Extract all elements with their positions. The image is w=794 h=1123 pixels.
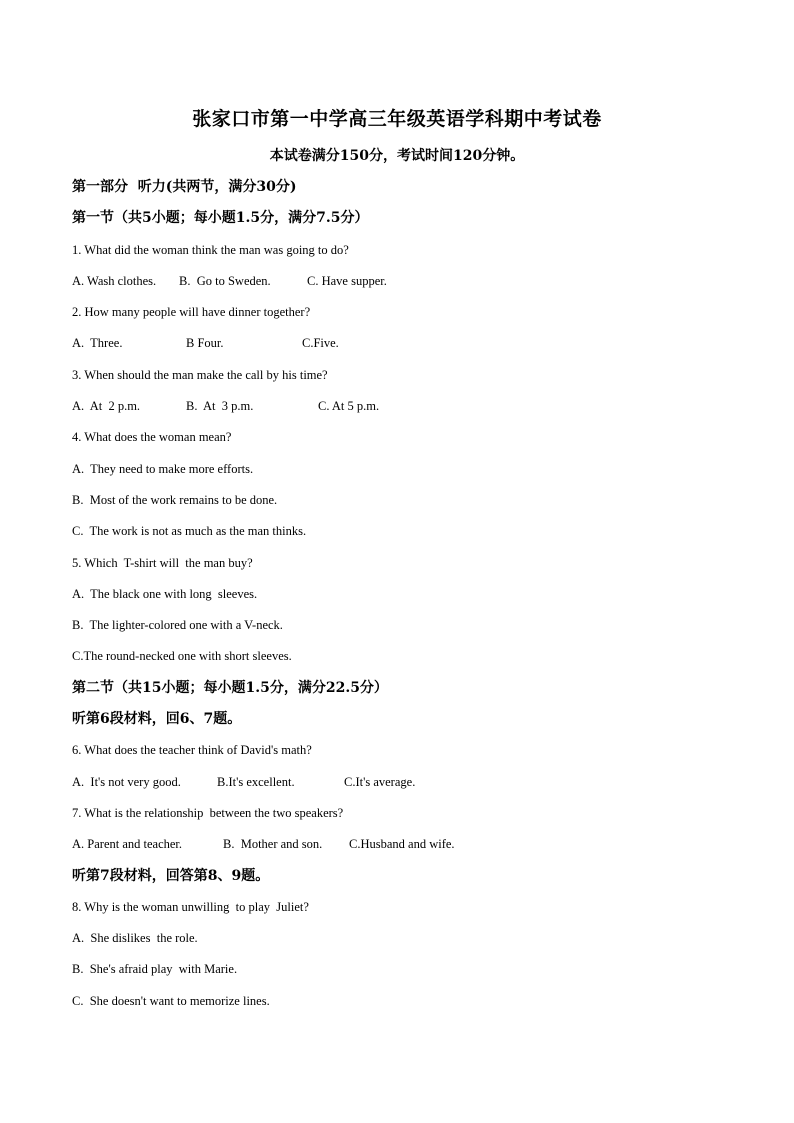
- part-heading: 第一部分 听力(共两节，满分30分): [72, 179, 297, 195]
- question-text: 3. When should the man make the call by his time?: [72, 367, 328, 382]
- question-text: 5. Which T-shirt will the man buy?: [72, 555, 253, 570]
- option-a: A. They need to make more efforts.: [72, 461, 254, 476]
- question-text: 8. Why is the woman unwilling to play Juliet?: [72, 899, 309, 914]
- exam-content: [72, 172, 732, 1017]
- section-heading: 第一节（共5小题；每小题1.5分，满分7.5分）: [72, 210, 369, 227]
- option-b: B. Most of the work remains to be done.: [72, 492, 278, 507]
- option-b: B. Mother and son.: [223, 837, 323, 852]
- option-row: [72, 328, 732, 359]
- option-c: C.Husband and wife.: [349, 837, 455, 852]
- option-c: C.The round-necked one with short sleeves.: [72, 649, 292, 664]
- question-text: 4. What does the woman mean?: [72, 430, 232, 445]
- option-row: [72, 266, 732, 297]
- option-a: A. At 2 p.m.: [72, 399, 141, 414]
- option-b: B Four.: [186, 336, 224, 351]
- option-c: C. She doesn't want to memorize lines.: [72, 993, 270, 1008]
- option-c: C. The work is not as much as the man thinks.: [72, 524, 307, 539]
- option-row: [72, 391, 732, 422]
- option-row: [72, 829, 732, 860]
- question-text: 1. What did the woman think the man was going to do?: [72, 242, 349, 257]
- option-a: A. It's not very good.: [72, 774, 181, 789]
- question-text: 6. What does the teacher think of David's math?: [72, 743, 312, 758]
- option-a: A. Wash clothes.: [72, 273, 157, 288]
- option-a: A. The black one with long sleeves.: [72, 586, 258, 601]
- material-heading: 听第6段材料，回6、7题。: [72, 711, 242, 728]
- question-text: 7. What is the relationship between the two speakers?: [72, 805, 344, 820]
- option-c: C. Have supper.: [307, 273, 387, 288]
- material-heading: 听第7段材料，回答第8、9题。: [72, 867, 270, 884]
- option-b: B. The lighter-colored one with a V-neck.: [72, 618, 283, 633]
- option-a: A. She dislikes the role.: [72, 931, 198, 946]
- option-b: B. She's afraid play with Marie.: [72, 962, 238, 977]
- option-b: B. At 3 p.m.: [186, 399, 254, 414]
- option-c: C. At 5 p.m.: [318, 399, 380, 414]
- option-a: A. Parent and teacher.: [72, 837, 183, 852]
- exam-subtitle: 本试卷满分150分，考试时间120分钟。: [269, 148, 525, 164]
- option-c: C.Five.: [302, 336, 339, 351]
- section-heading: 第二节（共15小题；每小题1.5分，满分22.5分）: [72, 679, 388, 696]
- question-text: 2. How many people will have dinner together?: [72, 305, 311, 320]
- option-c: C.It's average.: [344, 774, 416, 789]
- option-a: A. Three.: [72, 336, 123, 351]
- option-row: [72, 767, 732, 798]
- option-b: B. Go to Sweden.: [179, 273, 271, 288]
- option-b: B.It's excellent.: [217, 774, 295, 789]
- exam-title: 张家口市第一中学高三年级英语学科期中考试卷: [192, 108, 602, 130]
